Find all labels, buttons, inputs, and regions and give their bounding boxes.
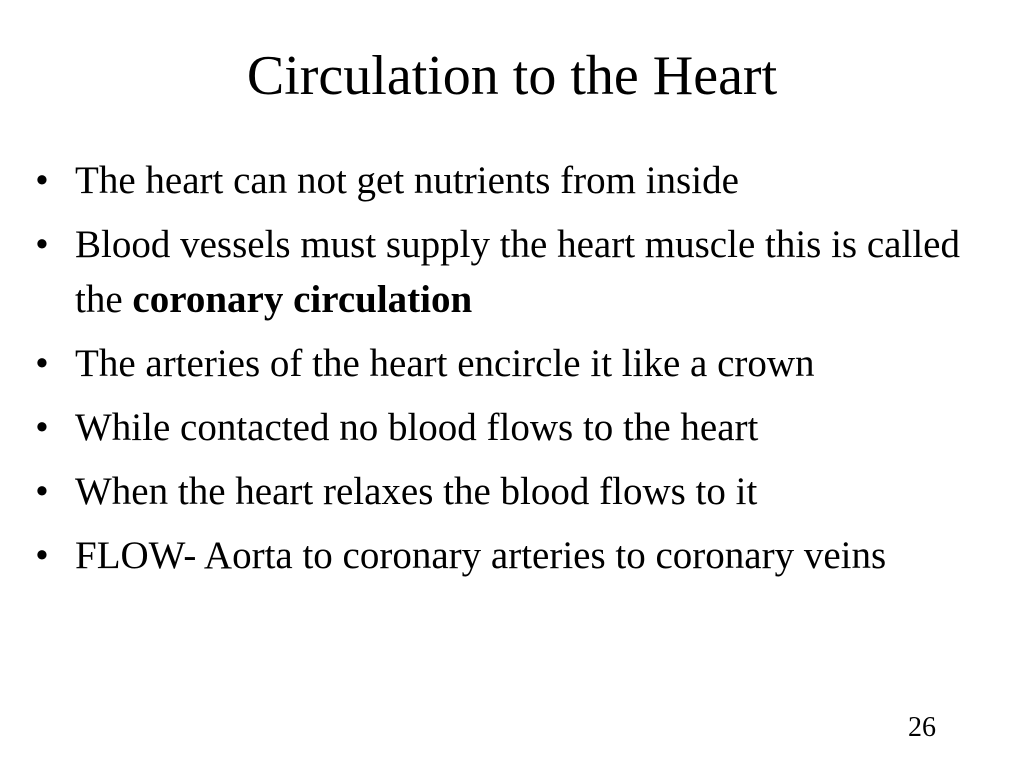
bullet-text: When the heart relaxes the blood flows to it xyxy=(75,470,758,513)
slide-title: Circulation to the Heart xyxy=(246,45,778,107)
bullet-list xyxy=(32,153,1002,592)
bullet-dot-icon: • xyxy=(35,406,49,449)
bullet-item xyxy=(32,336,1002,391)
bullet-text: While contacted no blood flows to the heart xyxy=(75,406,759,449)
bullet-item xyxy=(32,217,1002,327)
bullet-dot-icon: • xyxy=(35,470,49,513)
bullet-item xyxy=(32,528,1002,583)
bullet-bold-term: coronary circulation xyxy=(132,278,473,321)
bullet-item xyxy=(32,153,1002,208)
bullet-dot-icon: • xyxy=(35,342,49,385)
slide-number: 26 xyxy=(908,712,936,743)
bullet-text: The arteries of the heart encircle it like a crown xyxy=(75,342,815,385)
bullet-dot-icon: • xyxy=(35,159,49,202)
bullet-item xyxy=(32,464,1002,519)
bullet-text: The heart can not get nutrients from inside xyxy=(75,159,739,202)
bullet-text: FLOW- Aorta to coronary arteries to coronary veins xyxy=(75,534,887,577)
bullet-item xyxy=(32,400,1002,455)
bullet-dot-icon: • xyxy=(35,223,49,266)
bullet-dot-icon: • xyxy=(35,534,49,577)
bullet-text: Blood vessels must supply the heart muscle this is called the xyxy=(75,223,960,321)
